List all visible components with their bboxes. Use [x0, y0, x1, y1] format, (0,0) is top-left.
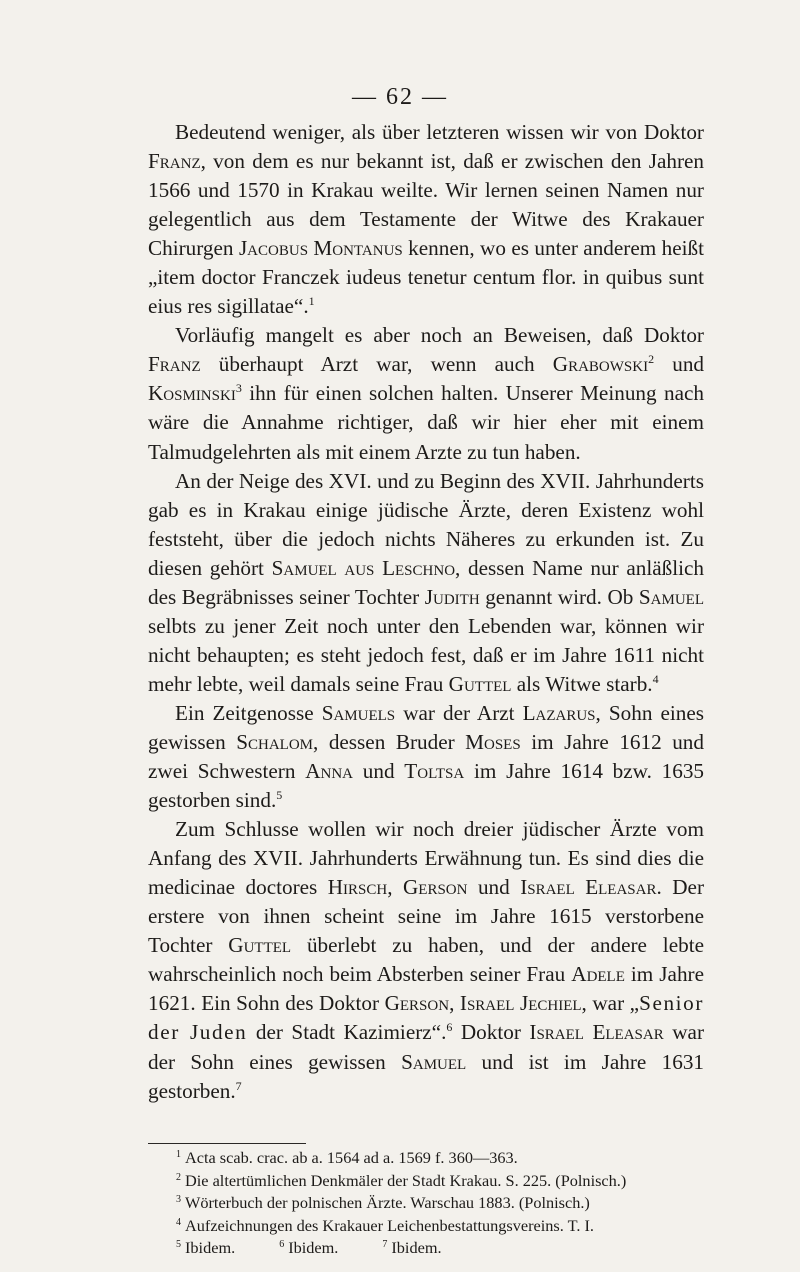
paragraph-1 [148, 118, 704, 321]
person-name: Israel Eleasar [520, 875, 657, 900]
text: An der Neige des XVI. und zu Beginn des XVII. Jahrhunderts gab es in Krakau einige jüdische Ärzte, deren Existenz wohl feststeht, über die jedoch nichts Näheres zu erkunden ist. Zu diesen gehört [148, 468, 704, 580]
person-name: Samuel aus Leschno [271, 555, 456, 580]
footnote-number: 7 [382, 1239, 388, 1251]
text: , [449, 991, 460, 1016]
text: überlebt zu haben, und der andere lebte wahrscheinlich noch beim Absterben seiner Frau [148, 933, 704, 987]
person-name: Israel Eleasar [529, 1020, 664, 1045]
footnote-text: Aufzeichnungen des Krakauer Leichenbestattungsvereins. T. I. [185, 1215, 594, 1235]
footnote-ref-2: 2 [648, 352, 655, 367]
person-name: Israel Jechiel [459, 991, 582, 1016]
text: . Der erstere von ihnen scheint seine im Jahre 1615 verstorbene Tochter [148, 875, 705, 958]
person-name: Moses [465, 729, 521, 754]
person-name: Toltsa [404, 759, 465, 784]
footnote-ref-3: 3 [235, 381, 242, 396]
footnote-ref-6: 6 [446, 1020, 453, 1035]
text: war der Arzt [395, 700, 523, 725]
footnote-ref-5: 5 [276, 788, 283, 803]
footnote-text: Wörterbuch der polnischen Ärzte. Warschau 1883. (Polnisch.) [185, 1193, 590, 1213]
person-name: Franz [148, 352, 201, 377]
text: Zum Schlusse wollen wir noch dreier jüdischer Ärzte vom Anfang des XVII. Jahrhunderts Erwähnung tun. Es sind dies die medicinae doctores [148, 817, 704, 900]
text: genannt wird. Ob [479, 584, 639, 609]
text: ihn für einen solchen halten. Unserer Meinung nach wäre die Annahme richtiger, daß wir hier eher mit einem Talmudgelehrten als mit einem Arzte zu tun haben. [148, 381, 704, 464]
person-name: Samuel [638, 584, 704, 609]
footnote-text: Ibidem. [391, 1238, 442, 1258]
text: , [387, 875, 403, 900]
person-name: Guttel [448, 671, 512, 696]
paragraph-5 [148, 815, 704, 1105]
text: , war „ [581, 991, 640, 1016]
person-name: Guttel [228, 933, 292, 958]
person-name: Kosminski [148, 381, 236, 406]
text: Vorläufig mangelt es aber noch an Beweisen, daß Doktor [175, 323, 704, 348]
footnote-number: 3 [176, 1194, 181, 1206]
paragraph-3 [148, 467, 704, 699]
text: kennen, wo es unter anderem heißt „item doctor Franczek iudeus tenetur centum flor. in quibus sunt eius res sigillatae“. [148, 236, 705, 319]
footnote-number: 1 [176, 1149, 181, 1160]
text: im Jahre 1612 und zwei Schwestern [148, 729, 704, 784]
footnote-text: Acta scab. crac. ab a. 1564 ad a. 1569 f. 360—363. [185, 1148, 518, 1167]
paragraph-2 [148, 321, 704, 466]
footnote-5-7 [176, 1237, 706, 1260]
text: , dessen Name nur anläßlich des Begräbnisses seiner Tochter [148, 555, 704, 609]
person-name: Anna [305, 759, 353, 784]
text: und [353, 759, 405, 784]
text: , Sohn eines gewissen [148, 700, 704, 754]
text: , von dem es nur bekannt ist, daß er zwischen den Jahren 1566 und 1570 in Krakau weilte. Wir lernen seinen Namen nur gelegentlich aus dem Testamente der Witwe des Krakauer Chirurgen [148, 149, 704, 261]
text: überhaupt Arzt war, wenn auch [200, 352, 553, 377]
footnote-4 [176, 1215, 706, 1238]
text: und [467, 875, 521, 900]
footnote-ref-4: 4 [652, 671, 659, 686]
text: Ein Zeitgenosse [175, 700, 322, 725]
person-name: Lazarus [522, 700, 596, 725]
person-name: Judith [424, 584, 480, 609]
text: Doktor [452, 1020, 530, 1045]
text: selbts zu jener Zeit noch unter den Lebenden war, können wir nicht behaupten; es steht jedoch fest, daß er im Jahre 1611 nicht mehr lebte, weil damals seine Frau [148, 613, 704, 696]
text: im Jahre 1614 bzw. 1635 gestorben sind. [148, 759, 705, 813]
page-number: — 62 — [352, 84, 448, 110]
person-name: Samuels [321, 700, 396, 725]
person-name: Adele [571, 962, 625, 987]
paragraph-4 [148, 699, 704, 815]
person-name: Hirsch [327, 875, 388, 900]
footnote-1 [176, 1147, 706, 1170]
text: war der Sohn eines gewissen [148, 1020, 705, 1074]
emphasized-text: Senior der Juden [148, 991, 704, 1045]
footnote-2 [176, 1170, 706, 1193]
footnote-ref-7: 7 [235, 1078, 242, 1093]
person-name: Franz [148, 149, 201, 174]
text: und [654, 352, 704, 377]
footnote-number: 5 [176, 1239, 181, 1251]
footnote-number: 6 [279, 1239, 285, 1251]
main-text [148, 118, 704, 1106]
footnote-text: Ibidem. [185, 1238, 236, 1258]
footnotes [176, 1147, 706, 1260]
person-name: Gerson [384, 991, 450, 1016]
text: , dessen Bruder [313, 729, 466, 754]
footnote-ref-1: 1 [308, 294, 315, 309]
text: Bedeutend weniger, als über letzteren wissen wir von Doktor [175, 120, 704, 144]
person-name: Grabowski [552, 352, 649, 377]
person-name: Jacobus Montanus [238, 236, 403, 261]
footnote-3 [176, 1192, 706, 1215]
footnote-text: Ibidem. [288, 1238, 339, 1258]
person-name: Samuel [401, 1049, 467, 1074]
footnote-divider [148, 1143, 306, 1144]
person-name: Schalom [236, 729, 313, 754]
footnote-number: 2 [176, 1171, 181, 1183]
person-name: Gerson [403, 875, 468, 900]
text: im Jahre 1621. Ein Sohn des Doktor [148, 962, 704, 1016]
text: und ist im Jahre 1631 gestorben. [148, 1049, 705, 1103]
footnote-number: 4 [176, 1216, 181, 1228]
text: als Witwe starb. [511, 671, 653, 696]
footnote-text: Die altertümlichen Denkmäler der Stadt Krakau. S. 225. (Polnisch.) [185, 1170, 627, 1190]
text: der Stadt Kazimierz“. [247, 1020, 447, 1045]
